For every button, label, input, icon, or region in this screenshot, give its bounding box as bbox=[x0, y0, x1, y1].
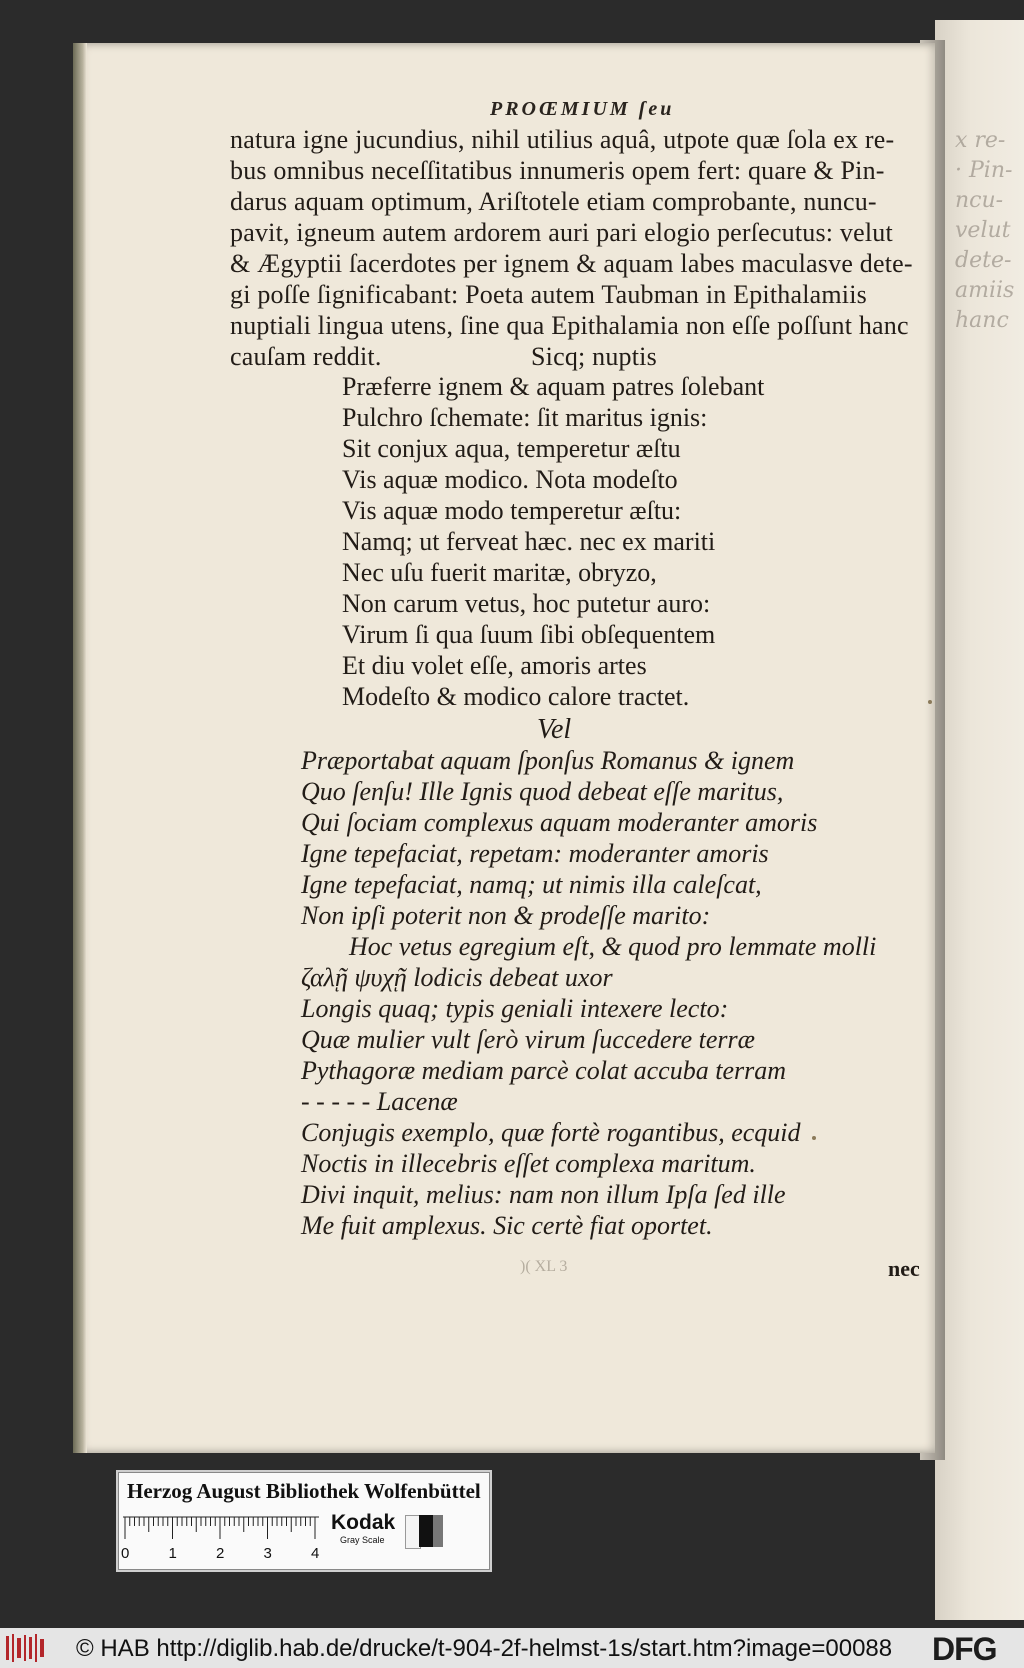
text-line: Virum ſi qua ſuum ſibi obſequentem bbox=[342, 620, 716, 649]
text-line: Qui ſociam complexus aquam moderanter amoris bbox=[301, 808, 818, 837]
card-title: Herzog August Bibliothek Wolfenbüttel bbox=[127, 1479, 481, 1503]
text-line: ζαλῇ ψυχῇ lodicis debeat uxor bbox=[301, 963, 613, 992]
ink-speck bbox=[812, 1136, 816, 1140]
text-line: Vis aquæ modico. Nota modeſto bbox=[342, 465, 678, 494]
text-line: Divi inquit, melius: nam non illum Ipſa ſed ille bbox=[301, 1180, 786, 1209]
ruler-number: 4 bbox=[311, 1545, 320, 1562]
bleed-text: · Pin- bbox=[955, 158, 1013, 183]
gray-scale-label: Gray Scale bbox=[340, 1535, 385, 1545]
ruler-number: 0 bbox=[121, 1545, 130, 1562]
text-line: Me fuit amplexus. Sic certè fiat oportet. bbox=[301, 1211, 713, 1240]
text-line: Hoc vetus egregium eſt, & quod pro lemmate molli bbox=[349, 932, 877, 961]
page-gutter-edge bbox=[73, 43, 87, 1453]
text-line: Pythagoræ mediam parcè colat accuba terram bbox=[301, 1056, 786, 1085]
text-line: - - - - - Lacenæ bbox=[301, 1087, 458, 1116]
signature-mark: )( XL 3 bbox=[520, 1258, 568, 1275]
text-line: & Ægyptii ſacerdotes per ignem & aquam labes maculasve dete- bbox=[230, 249, 913, 278]
footer-bar bbox=[0, 1628, 1024, 1668]
text-line: Noctis in illecebris eſſet complexa maritum. bbox=[301, 1149, 756, 1178]
bleed-text: velut bbox=[955, 218, 1011, 243]
facing-page-edge bbox=[935, 20, 1024, 1620]
bleed-text: dete- bbox=[955, 248, 1012, 273]
gray-swatch-black bbox=[419, 1515, 433, 1547]
text-line: Quo ſenſu! Ille Ignis quod debeat eſſe maritus, bbox=[301, 777, 784, 806]
dfg-logo: DFG bbox=[932, 1631, 997, 1667]
text-line: Vis aquæ modo temperetur æſtu: bbox=[342, 496, 682, 525]
text-line: nuptiali lingua utens, ſine qua Epithalamia non eſſe poſſunt hanc bbox=[230, 311, 909, 340]
vel-heading: Vel bbox=[537, 714, 572, 745]
footer-url[interactable]: © HAB http://diglib.hab.de/drucke/t-904-2f-helmst-1s/start.htm?image=00088 bbox=[76, 1635, 893, 1662]
text-line: Longis quaq; typis geniali intexere lecto: bbox=[301, 994, 729, 1023]
color-calibration-card bbox=[118, 1472, 490, 1570]
text-line: Quæ mulier vult ſerò virum ſuccedere terræ bbox=[301, 1025, 755, 1054]
bleed-text: x re- bbox=[955, 128, 1006, 153]
ink-speck bbox=[928, 700, 932, 704]
text-line: Namq; ut ferveat hæc. nec ex mariti bbox=[342, 527, 716, 556]
text-line: Non ipſi poterit non & prodeſſe marito: bbox=[301, 901, 711, 930]
text-line: Sit conjux aqua, temperetur æſtu bbox=[342, 434, 681, 463]
running-head: PROŒMIUM ſeu bbox=[490, 98, 675, 120]
bleed-text: hanc bbox=[955, 308, 1009, 333]
gray-swatch-mid bbox=[433, 1515, 443, 1547]
text-line: Præferre ignem & aquam patres ſolebant bbox=[342, 372, 765, 401]
text-line: Igne tepefaciat, namq; ut nimis illa caleſcat, bbox=[301, 870, 762, 899]
text-line: gi poſſe ſignificabant: Poeta autem Taubman in Epithalamiis bbox=[230, 280, 867, 309]
ruler-number: 3 bbox=[263, 1545, 272, 1562]
text-line: Igne tepefaciat, repetam: moderanter amoris bbox=[301, 839, 769, 868]
ruler-number: 2 bbox=[216, 1545, 225, 1562]
ruler-scale bbox=[123, 1515, 319, 1547]
text-line: Nec uſu fuerit maritæ, obryzo, bbox=[342, 558, 657, 587]
bleed-text: amiis bbox=[955, 278, 1015, 303]
text-line: Pulchro ſchemate: ſit maritus ignis: bbox=[342, 403, 708, 432]
text-line: Modeſto & modico calore tractet. bbox=[342, 682, 690, 711]
text-line: cauſam reddit. bbox=[230, 342, 382, 371]
text-line: bus omnibus neceſſitatibus innumeris opem fert: quare & Pin- bbox=[230, 156, 885, 185]
text-line: Conjugis exemplo, quæ fortè rogantibus, ecquid bbox=[301, 1118, 801, 1147]
text-line: darus aquam optimum, Ariſtotele etiam comprobante, nuncu- bbox=[230, 187, 877, 216]
catchword: nec bbox=[888, 1256, 920, 1281]
kodak-logo: Kodak bbox=[331, 1511, 396, 1534]
ruler-number: 1 bbox=[168, 1545, 177, 1562]
prose-tail: Sicq; nuptis bbox=[531, 342, 657, 371]
text-line: natura igne jucundius, nihil utilius aquâ, utpote quæ ſola ex re- bbox=[230, 125, 895, 154]
bleed-text: ncu- bbox=[955, 188, 1004, 213]
text-line: pavit, igneum autem ardorem auri pari elogio perſecutus: velut bbox=[230, 218, 893, 247]
text-line: Præportabat aquam ſponſus Romanus & ignem bbox=[301, 746, 795, 775]
text-line: Non carum vetus, hoc putetur auro: bbox=[342, 589, 711, 618]
hab-barcode-icon bbox=[4, 1632, 48, 1664]
text-line: Et diu volet eſſe, amoris artes bbox=[342, 651, 647, 680]
